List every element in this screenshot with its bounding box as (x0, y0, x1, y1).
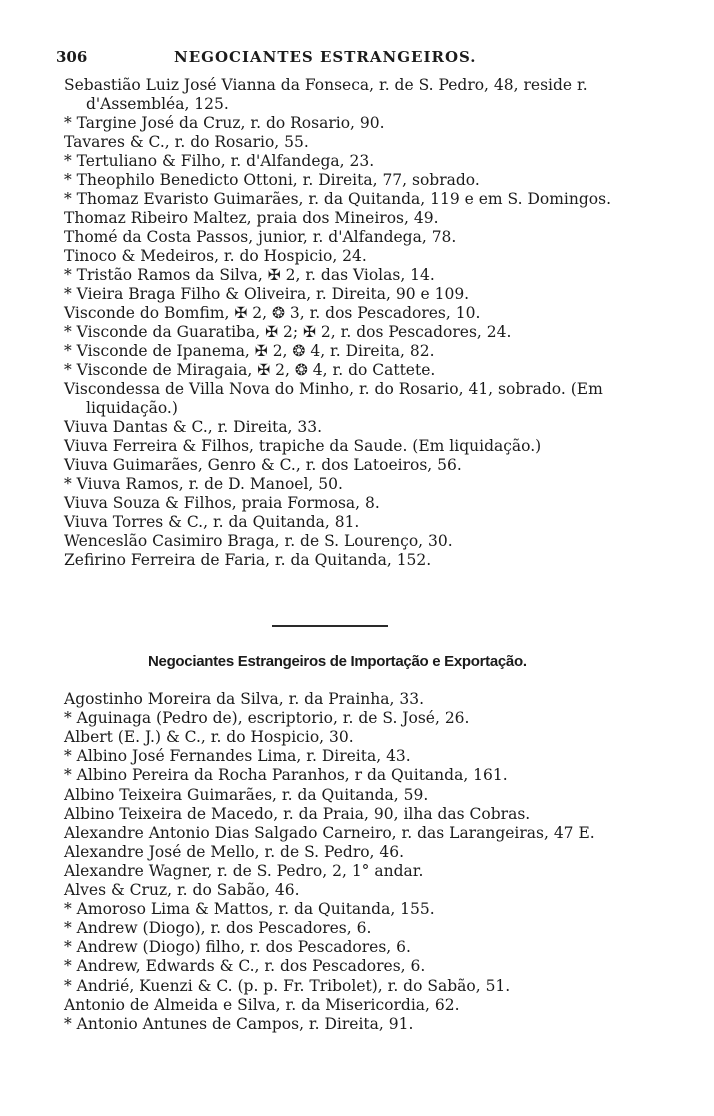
directory-entry (64, 766, 654, 785)
entry-line: Albino Teixeira Guimarães, r. da Quitanda, 59. (64, 785, 429, 804)
entry-line: * Andrew (Diogo), r. dos Pescadores, 6. (64, 919, 372, 938)
directory-entry (64, 938, 654, 957)
directory-entry (64, 228, 654, 247)
directory-entry (64, 728, 654, 747)
directory-entry (64, 747, 654, 766)
entry-line: Alexandre Wagner, r. de S. Pedro, 2, 1° andar. (64, 861, 424, 880)
entry-line: Tavares & C., r. do Rosario, 55. (64, 133, 309, 151)
entry-line: Viuva Ferreira & Filhos, trapiche da Saude. (Em liquidação.) (64, 437, 542, 455)
entry-line: * Andrié, Kuenzi & C. (p. p. Fr. Tribolet), r. do Sabão, 51. (64, 976, 511, 995)
directory-entry (64, 456, 654, 475)
entry-line: * Viuva Ramos, r. de D. Manoel, 50. (64, 475, 343, 493)
directory-entry (64, 133, 654, 152)
entry-line: * Albino Pereira da Rocha Paranhos, r da Quitanda, 161. (64, 766, 508, 785)
directory-entry (64, 494, 654, 513)
entry-line: Thomaz Ribeiro Maltez, praia dos Mineiros, 49. (64, 209, 439, 227)
entry-line: Albert (E. J.) & C., r. do Hospicio, 30. (64, 728, 354, 747)
entry-line: Alves & Cruz, r. do Sabão, 46. (64, 881, 300, 899)
running-title: NEGOCIANTES ESTRANGEIROS. (174, 48, 477, 66)
directory-entry (64, 114, 654, 133)
entry-line: Visconde do Bomfim, ✠ 2, ❂ 3, r. dos Pescadores, 10. (64, 304, 481, 322)
entry-continuation-line: d'Assembléa, 125. (86, 94, 229, 113)
directory-entry (64, 475, 654, 494)
directory-entry (64, 304, 654, 323)
entry-line: * Amoroso Lima & Mattos, r. da Quitanda, 155. (64, 900, 435, 919)
entry-line: Viuva Souza & Filhos, praia Formosa, 8. (64, 494, 380, 512)
directory-entry (64, 152, 654, 171)
directory-entry (64, 266, 654, 285)
directory-entry (64, 996, 654, 1015)
directory-entry (64, 323, 654, 342)
directory-entry (64, 551, 654, 570)
entry-line: Viuva Torres & C., r. da Quitanda, 81. (64, 513, 360, 531)
directory-entry (64, 709, 654, 728)
entry-line: Alexandre Antonio Dias Salgado Carneiro, r. das Larangeiras, 47 E. (64, 823, 595, 842)
entry-line: * Visconde da Guaratiba, ✠ 2; ✠ 2, r. dos Pescadores, 24. (64, 323, 512, 341)
entry-line: * Vieira Braga Filho & Oliveira, r. Direita, 90 e 109. (64, 285, 470, 303)
directory-entry (64, 862, 654, 881)
entry-line: * Tertuliano & Filho, r. d'Alfandega, 23. (64, 152, 375, 170)
section-divider (272, 625, 388, 627)
directory-entry (64, 76, 654, 113)
entry-line: Sebastião Luiz José Vianna da Fonseca, r. de S. Pedro, 48, reside r. (64, 76, 588, 94)
directory-entry (64, 285, 654, 304)
entry-line: * Theophilo Benedicto Ottoni, r. Direita, 77, sobrado. (64, 171, 480, 189)
directory-entry (64, 900, 654, 919)
entry-line: Agostinho Moreira da Silva, r. da Prainha, 33. (64, 690, 425, 708)
entry-line: * Visconde de Ipanema, ✠ 2, ❂ 4, r. Direita, 82. (64, 342, 435, 360)
entry-line: Tinoco & Medeiros, r. do Hospicio, 24. (64, 247, 367, 265)
entry-line: * Tristão Ramos da Silva, ✠ 2, r. das Violas, 14. (64, 266, 435, 284)
entry-line: * Targine José da Cruz, r. do Rosario, 90. (64, 114, 385, 132)
directory-entry (64, 824, 654, 843)
entry-line: Albino Teixeira de Macedo, r. da Praia, 90, ilha das Cobras. (64, 804, 531, 823)
directory-entry (64, 190, 654, 209)
page-number: 306 (56, 48, 88, 66)
directory-entry (64, 380, 654, 417)
directory-entry (64, 513, 654, 532)
directory-entry (64, 919, 654, 938)
entry-line: Antonio de Almeida e Silva, r. da Misericordia, 62. (64, 995, 460, 1014)
directory-entry (64, 418, 654, 437)
entry-line: Alexandre José de Mello, r. de S. Pedro, 46. (64, 842, 405, 861)
entry-line: * Visconde de Miragaia, ✠ 2, ❂ 4, r. do Cattete. (64, 361, 436, 379)
directory-entry (64, 805, 654, 824)
page-header (56, 48, 656, 70)
directory-entry (64, 209, 654, 228)
entry-line: * Aguinaga (Pedro de), escriptorio, r. de S. José, 26. (64, 709, 470, 728)
directory-entry (64, 881, 654, 900)
directory-entry (64, 247, 654, 266)
entry-line: Thomé da Costa Passos, junior, r. d'Alfandega, 78. (64, 228, 457, 246)
section-heading: Negociantes Estrangeiros de Importação e Exportação. (148, 653, 527, 670)
entry-line: * Thomaz Evaristo Guimarães, r. da Quitanda, 119 e em S. Domingos. (64, 190, 612, 208)
entry-line: * Albino José Fernandes Lima, r. Direita, 43. (64, 747, 411, 766)
entry-line: Wenceslão Casimiro Braga, r. de S. Lourenço, 30. (64, 532, 453, 550)
directory-entry (64, 532, 654, 551)
entry-line: * Andrew (Diogo) filho, r. dos Pescadores, 6. (64, 938, 411, 957)
entry-line: * Antonio Antunes de Campos, r. Direita, 91. (64, 1014, 414, 1033)
directory-entry (64, 1015, 654, 1034)
directory-entry (64, 361, 654, 380)
directory-entry (64, 977, 654, 996)
directory-entry (64, 843, 654, 862)
entry-line: Zefirino Ferreira de Faria, r. da Quitanda, 152. (64, 551, 432, 569)
entry-line: Viuva Dantas & C., r. Direita, 33. (64, 418, 323, 436)
directory-entry (64, 171, 654, 190)
directory-entry (64, 786, 654, 805)
directory-entry (64, 437, 654, 456)
directory-entry (64, 957, 654, 976)
entry-line: Viscondessa de Villa Nova do Minho, r. do Rosario, 41, sobrado. (Em (64, 380, 603, 398)
directory-entry (64, 690, 654, 709)
entry-continuation-line: liquidação.) (86, 398, 178, 417)
directory-entry (64, 342, 654, 361)
entry-line: * Andrew, Edwards & C., r. dos Pescadores, 6. (64, 957, 426, 976)
entry-line: Viuva Guimarães, Genro & C., r. dos Latoeiros, 56. (64, 456, 462, 474)
